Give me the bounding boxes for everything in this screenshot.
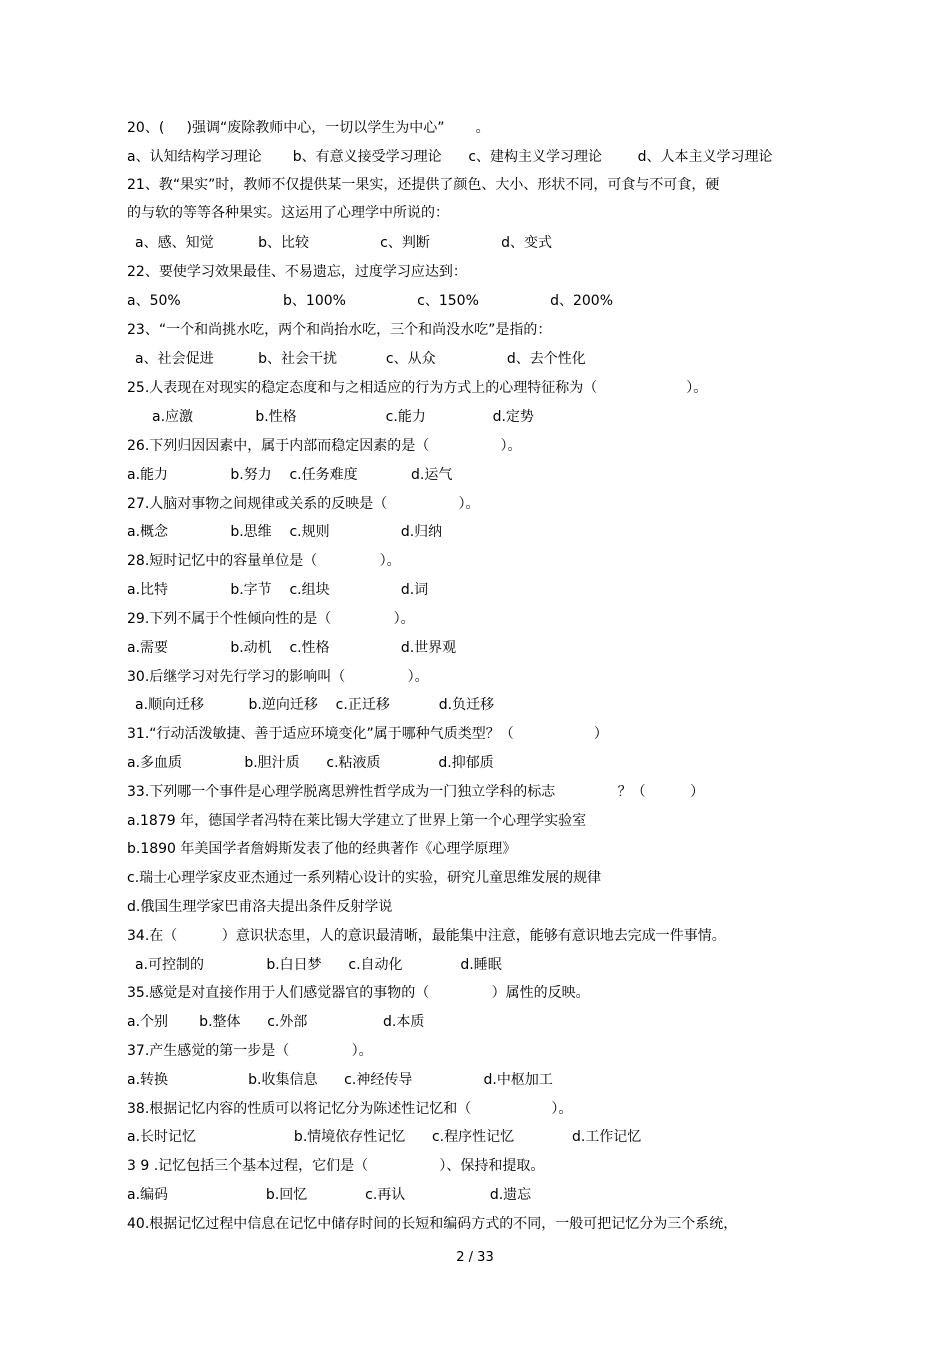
text-line: a、感、知觉 b、比较 c、判断 d、变式 xyxy=(135,235,552,251)
text-line: a.编码 b.回忆 c.再认 d.遗忘 xyxy=(127,1187,532,1203)
text-line: a.多血质 b.胆汁质 c.粘液质 d.抑郁质 xyxy=(127,755,494,771)
text-line: d.俄国生理学家巴甫洛夫提出条件反射学说 xyxy=(127,899,393,915)
text-line: 3 9 .记忆包括三个基本过程，它们是（ ）、保持和提取。 xyxy=(127,1158,545,1174)
text-line: a.需要 b.动机 c.性格 d.世界观 xyxy=(127,640,457,656)
text-line: 26.下列归因因素中，属于内部而稳定因素的是（ ）。 xyxy=(127,438,522,454)
text-line: a.应激 b.性格 c.能力 d.定势 xyxy=(152,409,534,425)
text-line: a.顺向迁移 b.逆向迁移 c.正迁移 d.负迁移 xyxy=(135,697,495,713)
text-line: 31.“行动活泼敏捷、善于适应环境变化”属于哪种气质类型？（ ） xyxy=(127,726,608,742)
text-line: 35.感觉是对直接作用于人们感觉器官的事物的（ ）属性的反映。 xyxy=(127,985,590,1001)
text-line: 25.人表现在对现实的稳定态度和与之相适应的行为方式上的心理特征称为（ ）。 xyxy=(127,380,708,396)
text-line: a.个别 b.整体 c.外部 d.本质 xyxy=(127,1014,425,1030)
text-line: a、社会促进 b、社会干扰 c、从众 d、去个性化 xyxy=(135,351,586,367)
text-line: 30.后继学习对先行学习的影响叫（ ）。 xyxy=(127,669,429,685)
text-line: 34.在（ ）意识状态里，人的意识最清晰，最能集中注意，能够有意识地去完成一件事情。 xyxy=(127,928,726,944)
text-line: 22、要使学习效果最佳、不易遗忘，过度学习应达到： xyxy=(127,264,467,280)
text-line: 27.人脑对事物之间规律或关系的反映是（ ）。 xyxy=(127,496,480,512)
text-line: a.1879 年，德国学者冯特在莱比锡大学建立了世界上第一个心理学实验室 xyxy=(127,813,587,829)
text-line: a.概念 b.思维 c.规则 d.归纳 xyxy=(127,524,443,540)
text-line: 21、教“果实”时，教师不仅提供某一果实，还提供了颜色、大小、形状不同，可食与不可食，硬 xyxy=(127,177,720,193)
text-line: 的与软的等等各种果实。这运用了心理学中所说的： xyxy=(127,205,449,221)
text-line: a.可控制的 b.白日梦 c.自动化 d.睡眠 xyxy=(135,957,502,973)
text-line: a、50% b、100% c、150% d、200% xyxy=(127,293,614,309)
text-line: a.比特 b.字节 c.组块 d.词 xyxy=(127,582,429,598)
text-line: 40.根据记忆过程中信息在记忆中储存时间的长短和编码方式的不同，一般可把记忆分为三个系统， xyxy=(127,1216,738,1232)
text-line: 23、“一个和尚挑水吃，两个和尚抬水吃，三个和尚没水吃”是指的： xyxy=(127,322,552,338)
text-line: 38.根据记忆内容的性质可以将记忆分为陈述性记忆和（ ）。 xyxy=(127,1101,573,1117)
text-line: c.瑞士心理学家皮亚杰通过一系列精心设计的实验，研究儿童思维发展的规律 xyxy=(127,870,602,886)
text-line: 20、( )强调“废除教师中心，一切以学生为中心” 。 xyxy=(127,120,490,136)
text-line: b.1890 年美国学者詹姆斯发表了他的经典著作《心理学原理》 xyxy=(127,841,517,857)
text-line: a.能力 b.努力 c.任务难度 d.运气 xyxy=(127,467,453,483)
text-line: a.转换 b.收集信息 c.神经传导 d.中枢加工 xyxy=(127,1072,553,1088)
text-line: 33.下列哪一个事件是心理学脱离思辨性哲学成为一门独立学科的标志 ？（ ） xyxy=(127,784,705,800)
text-line: 29.下列不属于个性倾向性的是（ ）。 xyxy=(127,611,415,627)
page-number: 2 / 33 xyxy=(456,1250,494,1265)
text-line: 37.产生感觉的第一步是（ ）。 xyxy=(127,1043,373,1059)
text-line: a.长时记忆 b.情境依存性记忆 c.程序性记忆 d.工作记忆 xyxy=(127,1129,642,1145)
text-line: a、认知结构学习理论 b、有意义接受学习理论 c、建构主义学习理论 d、人本主义学习理论 xyxy=(127,149,773,165)
text-line: 28.短时记忆中的容量单位是（ ）。 xyxy=(127,553,401,569)
